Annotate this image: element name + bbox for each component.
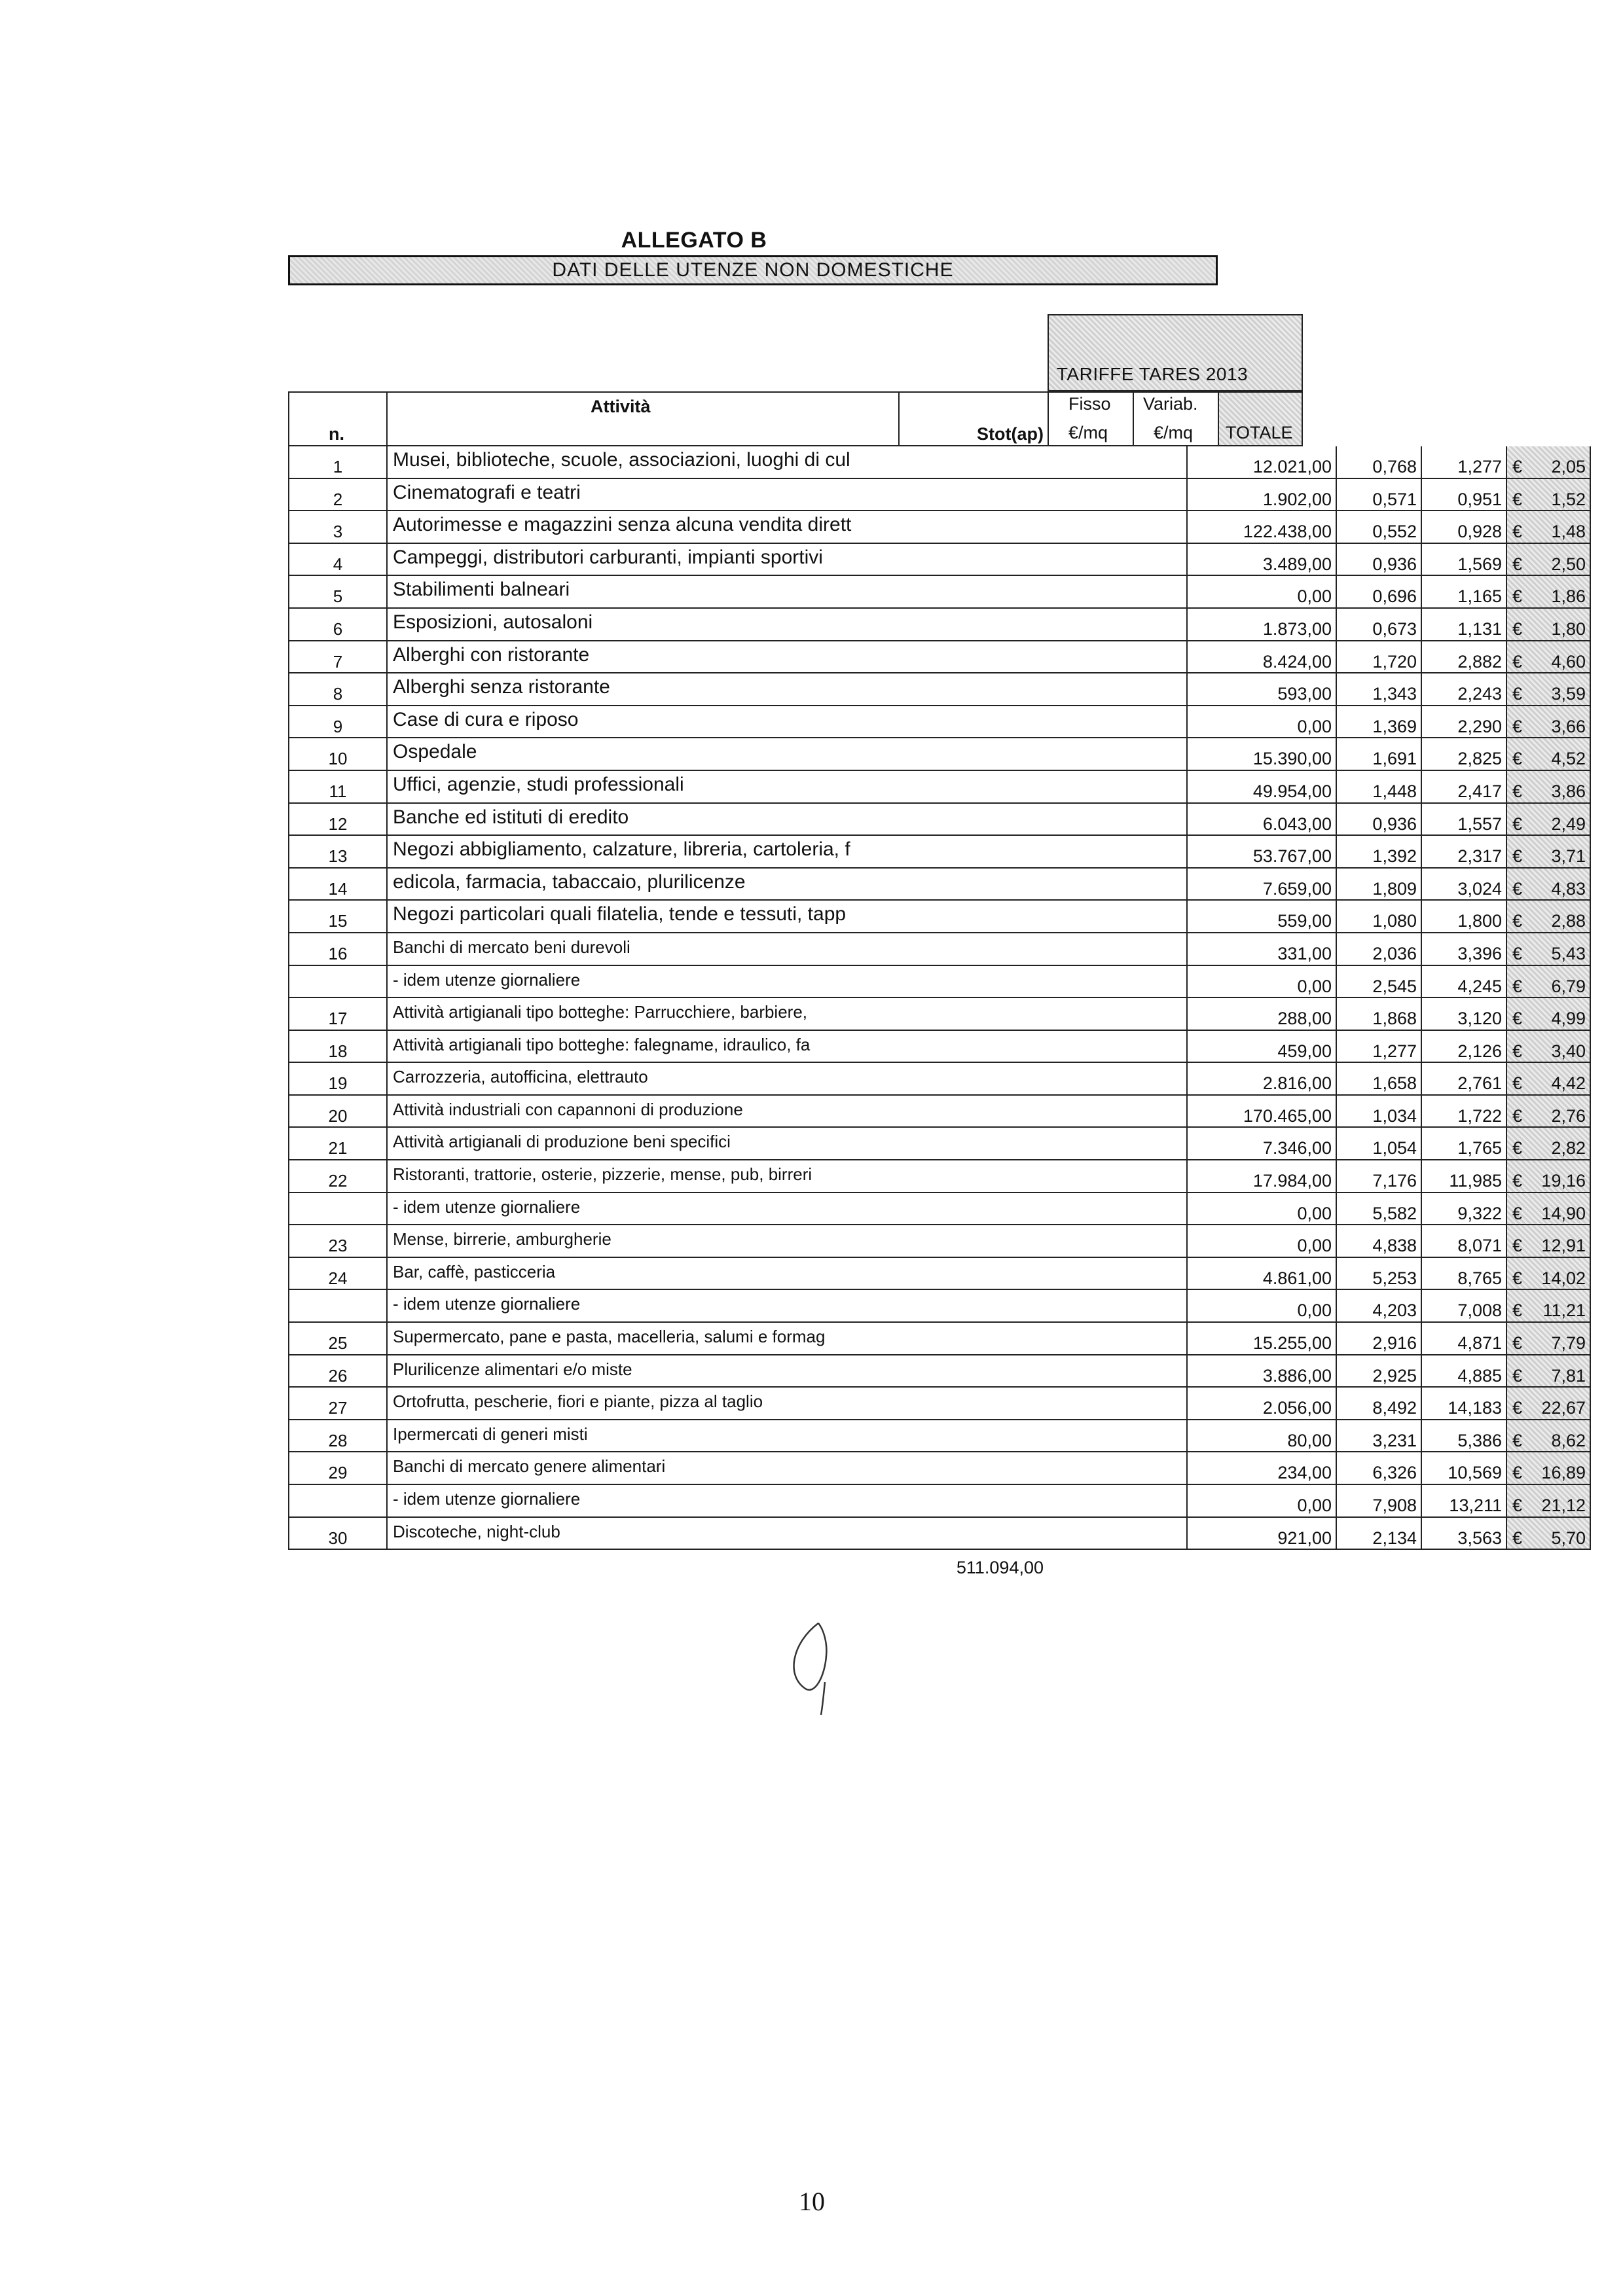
- row-number: 7: [288, 641, 386, 674]
- euro-symbol: €: [1512, 1105, 1523, 1126]
- header-stot: [898, 391, 1048, 446]
- row-totale: [1506, 966, 1591, 999]
- row-totale: [1506, 1518, 1591, 1551]
- row-stot: 0,00: [1186, 576, 1336, 609]
- row-stot: 122.438,00: [1186, 511, 1336, 544]
- euro-symbol: €: [1512, 976, 1523, 996]
- row-totale: [1506, 836, 1591, 869]
- row-fisso: 1,369: [1336, 706, 1421, 739]
- row-attivita: Alberghi senza ristorante: [386, 673, 1186, 706]
- row-totale: [1506, 1355, 1591, 1388]
- row-number: 5: [288, 576, 386, 609]
- row-totale-value: 4,83: [1551, 878, 1586, 899]
- row-attivita: edicola, farmacia, tabaccaio, plurilicenze: [386, 869, 1186, 901]
- row-number: 25: [288, 1323, 386, 1355]
- header-totale: [1218, 391, 1303, 446]
- row-number: 16: [288, 933, 386, 966]
- row-attivita: Banchi di mercato beni durevoli: [386, 933, 1186, 966]
- row-variab: 2,243: [1421, 673, 1506, 706]
- row-totale-value: 2,50: [1551, 554, 1586, 574]
- row-totale-value: 6,79: [1551, 976, 1586, 996]
- header-n-label: n.: [329, 424, 344, 444]
- row-variab: 1,277: [1421, 446, 1506, 479]
- row-fisso: 6,326: [1336, 1452, 1421, 1485]
- row-number: 3: [288, 511, 386, 544]
- row-variab: 1,765: [1421, 1128, 1506, 1160]
- row-number: 6: [288, 609, 386, 641]
- row-totale: [1506, 804, 1591, 836]
- row-stot: 0,00: [1186, 1485, 1336, 1518]
- row-totale: [1506, 1225, 1591, 1258]
- row-totale-value: 12,91: [1541, 1236, 1586, 1256]
- row-totale-value: 3,71: [1551, 846, 1586, 867]
- row-stot: 593,00: [1186, 673, 1336, 706]
- row-stot: 49.954,00: [1186, 771, 1336, 804]
- row-totale: [1506, 706, 1591, 739]
- row-totale-value: 19,16: [1541, 1171, 1586, 1191]
- euro-symbol: €: [1512, 1138, 1523, 1158]
- row-stot: 4.861,00: [1186, 1258, 1336, 1291]
- header-attivita-label: Attività: [591, 397, 651, 416]
- euro-symbol: €: [1512, 911, 1523, 931]
- header-fisso-unit: €/mq: [1068, 423, 1108, 442]
- euro-symbol: €: [1512, 716, 1523, 736]
- row-number: 8: [288, 673, 386, 706]
- row-attivita: Esposizioni, autosaloni: [386, 609, 1186, 641]
- row-fisso: 0,571: [1336, 479, 1421, 512]
- row-attivita: Attività artigianali di produzione beni specifici: [386, 1128, 1186, 1160]
- row-stot: 6.043,00: [1186, 804, 1336, 836]
- row-stot: 80,00: [1186, 1420, 1336, 1453]
- row-number: 24: [288, 1258, 386, 1291]
- row-fisso: 5,582: [1336, 1193, 1421, 1226]
- row-attivita: - idem utenze giornaliere: [386, 1290, 1186, 1323]
- euro-symbol: €: [1512, 586, 1523, 607]
- euro-symbol: €: [1512, 684, 1523, 704]
- euro-symbol: €: [1512, 1528, 1523, 1548]
- row-fisso: 2,916: [1336, 1323, 1421, 1355]
- euro-symbol: €: [1512, 943, 1523, 963]
- header-n: [288, 391, 386, 446]
- page-number: 10: [799, 2187, 825, 2216]
- row-totale: [1506, 1323, 1591, 1355]
- row-fisso: 1,392: [1336, 836, 1421, 869]
- row-variab: 1,800: [1421, 901, 1506, 933]
- row-totale: [1506, 576, 1591, 609]
- row-totale: [1506, 1290, 1591, 1323]
- euro-symbol: €: [1512, 846, 1523, 867]
- euro-symbol: €: [1512, 554, 1523, 574]
- euro-symbol: €: [1512, 1365, 1523, 1386]
- row-fisso: 2,925: [1336, 1355, 1421, 1388]
- euro-symbol: €: [1512, 522, 1523, 542]
- row-totale: [1506, 673, 1591, 706]
- row-totale: [1506, 1063, 1591, 1096]
- stot-total: 511.094,00: [956, 1558, 1044, 1577]
- row-stot: 1.873,00: [1186, 609, 1336, 641]
- row-variab: 4,885: [1421, 1355, 1506, 1388]
- row-totale-value: 1,48: [1551, 522, 1586, 542]
- euro-symbol: €: [1512, 489, 1523, 509]
- row-attivita: Bar, caffè, pasticceria: [386, 1258, 1186, 1291]
- row-stot: 3.886,00: [1186, 1355, 1336, 1388]
- row-variab: 9,322: [1421, 1193, 1506, 1226]
- row-totale: [1506, 1096, 1591, 1128]
- row-variab: 3,024: [1421, 869, 1506, 901]
- row-number: 13: [288, 836, 386, 869]
- row-fisso: 0,936: [1336, 804, 1421, 836]
- row-totale: [1506, 609, 1591, 641]
- row-totale: [1506, 511, 1591, 544]
- row-stot: 2.816,00: [1186, 1063, 1336, 1096]
- row-attivita: Autorimesse e magazzini senza alcuna vendita dirett: [386, 511, 1186, 544]
- row-totale: [1506, 1128, 1591, 1160]
- row-attivita: Ospedale: [386, 738, 1186, 771]
- row-attivita: Uffici, agenzie, studi professionali: [386, 771, 1186, 804]
- row-attivita: Stabilimenti balneari: [386, 576, 1186, 609]
- row-number: 19: [288, 1063, 386, 1096]
- euro-symbol: €: [1512, 1073, 1523, 1094]
- row-attivita: Ristoranti, trattorie, osterie, pizzerie, mense, pub, birreri: [386, 1160, 1186, 1193]
- row-stot: 559,00: [1186, 901, 1336, 933]
- row-totale: [1506, 933, 1591, 966]
- row-totale: [1506, 641, 1591, 674]
- row-fisso: 1,034: [1336, 1096, 1421, 1128]
- row-totale: [1506, 1193, 1591, 1226]
- row-number: 28: [288, 1420, 386, 1453]
- row-stot: 3.489,00: [1186, 544, 1336, 577]
- row-fisso: 2,036: [1336, 933, 1421, 966]
- row-totale: [1506, 1031, 1591, 1064]
- row-stot: 0,00: [1186, 706, 1336, 739]
- row-stot: 7.346,00: [1186, 1128, 1336, 1160]
- row-totale-value: 3,66: [1551, 716, 1586, 736]
- row-totale: [1506, 446, 1591, 479]
- row-fisso: 1,448: [1336, 771, 1421, 804]
- row-totale-value: 4,99: [1551, 1009, 1586, 1029]
- row-stot: 53.767,00: [1186, 836, 1336, 869]
- euro-symbol: €: [1512, 1333, 1523, 1354]
- row-totale-value: 3,86: [1551, 781, 1586, 801]
- row-number: [288, 1290, 386, 1323]
- row-totale: [1506, 1258, 1591, 1291]
- row-totale-value: 2,49: [1551, 814, 1586, 834]
- row-totale-value: 14,02: [1541, 1268, 1586, 1288]
- header-totale-label: TOTALE: [1226, 423, 1293, 442]
- row-stot: 7.659,00: [1186, 869, 1336, 901]
- row-stot: 0,00: [1186, 1193, 1336, 1226]
- row-totale-value: 4,42: [1551, 1073, 1586, 1094]
- row-stot: 234,00: [1186, 1452, 1336, 1485]
- row-stot: 8.424,00: [1186, 641, 1336, 674]
- row-variab: 13,211: [1421, 1485, 1506, 1518]
- header-variab: [1133, 391, 1218, 446]
- row-stot: 170.465,00: [1186, 1096, 1336, 1128]
- row-fisso: 1,809: [1336, 869, 1421, 901]
- row-fisso: 7,176: [1336, 1160, 1421, 1193]
- row-variab: 14,183: [1421, 1388, 1506, 1420]
- row-variab: 3,396: [1421, 933, 1506, 966]
- row-fisso: 1,691: [1336, 738, 1421, 771]
- row-totale: [1506, 1420, 1591, 1453]
- row-fisso: 0,673: [1336, 609, 1421, 641]
- row-totale: [1506, 771, 1591, 804]
- euro-symbol: €: [1512, 457, 1523, 476]
- euro-symbol: €: [1512, 1009, 1523, 1029]
- row-variab: 10,569: [1421, 1452, 1506, 1485]
- row-stot: 17.984,00: [1186, 1160, 1336, 1193]
- row-totale-value: 5,43: [1551, 943, 1586, 963]
- row-attivita: Attività industriali con capannoni di produzione: [386, 1096, 1186, 1128]
- row-stot: 0,00: [1186, 1290, 1336, 1323]
- header-attivita: [386, 391, 898, 446]
- row-stot: 921,00: [1186, 1518, 1336, 1551]
- row-totale-value: 7,81: [1551, 1365, 1586, 1386]
- row-totale-value: 2,76: [1551, 1105, 1586, 1126]
- row-fisso: 1,343: [1336, 673, 1421, 706]
- row-number: 12: [288, 804, 386, 836]
- row-number: 23: [288, 1225, 386, 1258]
- row-totale: [1506, 544, 1591, 577]
- row-number: 17: [288, 998, 386, 1031]
- row-totale: [1506, 869, 1591, 901]
- euro-symbol: €: [1512, 1496, 1523, 1515]
- row-number: 20: [288, 1096, 386, 1128]
- row-variab: 11,985: [1421, 1160, 1506, 1193]
- row-fisso: 1,054: [1336, 1128, 1421, 1160]
- row-variab: 1,722: [1421, 1096, 1506, 1128]
- row-totale: [1506, 1160, 1591, 1193]
- row-variab: 2,126: [1421, 1031, 1506, 1064]
- row-totale-value: 14,90: [1541, 1203, 1586, 1223]
- euro-symbol: €: [1512, 619, 1523, 639]
- row-fisso: 1,277: [1336, 1031, 1421, 1064]
- row-attivita: Attività artigianali tipo botteghe: Parrucchiere, barbiere,: [386, 998, 1186, 1031]
- row-variab: 5,386: [1421, 1420, 1506, 1453]
- section-subtitle-text: DATI DELLE UTENZE NON DOMESTICHE: [552, 259, 954, 281]
- row-variab: 3,563: [1421, 1518, 1506, 1551]
- euro-symbol: €: [1512, 1268, 1523, 1288]
- row-attivita: Carrozzeria, autofficina, elettrauto: [386, 1063, 1186, 1096]
- row-attivita: Cinematografi e teatri: [386, 479, 1186, 512]
- row-attivita: Ipermercati di generi misti: [386, 1420, 1186, 1453]
- row-totale-value: 3,59: [1551, 684, 1586, 704]
- row-stot: 459,00: [1186, 1031, 1336, 1064]
- row-totale-value: 1,80: [1551, 619, 1586, 639]
- row-stot: 0,00: [1186, 1225, 1336, 1258]
- row-attivita: Discoteche, night-club: [386, 1518, 1186, 1551]
- euro-symbol: €: [1512, 878, 1523, 899]
- row-stot: 331,00: [1186, 933, 1336, 966]
- row-fisso: 4,203: [1336, 1290, 1421, 1323]
- row-totale-value: 1,86: [1551, 586, 1586, 607]
- header-stot-label: Stot(ap): [977, 424, 1044, 444]
- row-fisso: 4,838: [1336, 1225, 1421, 1258]
- euro-symbol: €: [1512, 1398, 1523, 1418]
- row-totale-value: 4,60: [1551, 651, 1586, 672]
- row-variab: 2,290: [1421, 706, 1506, 739]
- row-fisso: 0,936: [1336, 544, 1421, 577]
- row-fisso: 2,545: [1336, 966, 1421, 999]
- row-number: 11: [288, 771, 386, 804]
- row-variab: 8,765: [1421, 1258, 1506, 1291]
- row-number: 26: [288, 1355, 386, 1388]
- row-attivita: Ortofrutta, pescherie, fiori e piante, pizza al taglio: [386, 1388, 1186, 1420]
- row-number: 30: [288, 1518, 386, 1551]
- row-number: 10: [288, 738, 386, 771]
- row-fisso: 2,134: [1336, 1518, 1421, 1551]
- row-totale-value: 16,89: [1541, 1463, 1586, 1483]
- euro-symbol: €: [1512, 1463, 1523, 1483]
- euro-symbol: €: [1512, 651, 1523, 672]
- row-number: 22: [288, 1160, 386, 1193]
- row-variab: 2,761: [1421, 1063, 1506, 1096]
- row-attivita: Musei, biblioteche, scuole, associazioni, luoghi di cul: [386, 446, 1186, 479]
- row-attivita: Mense, birrerie, amburgherie: [386, 1225, 1186, 1258]
- header-fisso: [1048, 391, 1133, 446]
- row-stot: 12.021,00: [1186, 446, 1336, 479]
- row-number: [288, 1193, 386, 1226]
- row-number: 14: [288, 869, 386, 901]
- row-variab: 4,245: [1421, 966, 1506, 999]
- euro-symbol: €: [1512, 1236, 1523, 1256]
- row-attivita: Attività artigianali tipo botteghe: falegname, idraulico, fa: [386, 1031, 1186, 1064]
- row-totale-value: 2,82: [1551, 1138, 1586, 1158]
- row-number: 15: [288, 901, 386, 933]
- row-fisso: 0,552: [1336, 511, 1421, 544]
- row-attivita: Alberghi con ristorante: [386, 641, 1186, 674]
- row-totale-value: 5,70: [1551, 1528, 1586, 1548]
- row-variab: 4,871: [1421, 1323, 1506, 1355]
- tariff-header-title: TARIFFE TARES 2013: [1056, 364, 1249, 384]
- row-number: 18: [288, 1031, 386, 1064]
- row-number: 27: [288, 1388, 386, 1420]
- row-fisso: 1,868: [1336, 998, 1421, 1031]
- row-variab: 1,131: [1421, 609, 1506, 641]
- row-variab: 1,569: [1421, 544, 1506, 577]
- handwritten-signature: [779, 1617, 858, 1721]
- row-variab: 2,417: [1421, 771, 1506, 804]
- row-variab: 2,317: [1421, 836, 1506, 869]
- section-subtitle: [288, 255, 1218, 285]
- row-totale-value: 22,67: [1541, 1398, 1586, 1418]
- row-fisso: 7,908: [1336, 1485, 1421, 1518]
- euro-symbol: €: [1512, 781, 1523, 801]
- row-variab: 2,882: [1421, 641, 1506, 674]
- row-variab: 1,557: [1421, 804, 1506, 836]
- row-fisso: 0,768: [1336, 446, 1421, 479]
- row-fisso: 8,492: [1336, 1388, 1421, 1420]
- row-totale-value: 4,52: [1551, 749, 1586, 769]
- row-totale: [1506, 738, 1591, 771]
- row-fisso: 5,253: [1336, 1258, 1421, 1291]
- row-stot: 15.255,00: [1186, 1323, 1336, 1355]
- row-attivita: Plurilicenze alimentari e/o miste: [386, 1355, 1186, 1388]
- row-number: 2: [288, 479, 386, 512]
- row-variab: 3,120: [1421, 998, 1506, 1031]
- row-attivita: - idem utenze giornaliere: [386, 1485, 1186, 1518]
- row-totale-value: 8,62: [1551, 1430, 1586, 1450]
- row-variab: 7,008: [1421, 1290, 1506, 1323]
- row-fisso: 3,231: [1336, 1420, 1421, 1453]
- row-totale-value: 11,21: [1542, 1300, 1586, 1321]
- row-variab: 0,928: [1421, 511, 1506, 544]
- row-number: [288, 966, 386, 999]
- header-fisso-label: Fisso: [1068, 394, 1111, 414]
- page-title: ALLEGATO B: [621, 228, 767, 253]
- row-number: [288, 1485, 386, 1518]
- row-totale: [1506, 479, 1591, 512]
- row-totale: [1506, 1485, 1591, 1518]
- row-attivita: Supermercato, pane e pasta, macelleria, salumi e formag: [386, 1323, 1186, 1355]
- row-totale: [1506, 998, 1591, 1031]
- row-attivita: Campeggi, distributori carburanti, impianti sportivi: [386, 544, 1186, 577]
- row-totale: [1506, 1388, 1591, 1420]
- row-stot: 0,00: [1186, 966, 1336, 999]
- row-number: 4: [288, 544, 386, 577]
- row-fisso: 1,080: [1336, 901, 1421, 933]
- euro-symbol: €: [1512, 749, 1523, 769]
- row-stot: 15.390,00: [1186, 738, 1336, 771]
- header-variab-unit: €/mq: [1154, 423, 1194, 442]
- row-attivita: Banche ed istituti di eredito: [386, 804, 1186, 836]
- row-totale-value: 2,88: [1551, 911, 1586, 931]
- row-fisso: 1,720: [1336, 641, 1421, 674]
- row-fisso: 0,696: [1336, 576, 1421, 609]
- row-number: 9: [288, 706, 386, 739]
- row-variab: 2,825: [1421, 738, 1506, 771]
- row-totale-value: 2,05: [1551, 457, 1586, 476]
- euro-symbol: €: [1512, 814, 1523, 834]
- header-variab-label: Variab.: [1143, 394, 1198, 414]
- row-stot: 2.056,00: [1186, 1388, 1336, 1420]
- row-variab: 1,165: [1421, 576, 1506, 609]
- row-stot: 1.902,00: [1186, 479, 1336, 512]
- row-fisso: 1,658: [1336, 1063, 1421, 1096]
- row-number: 21: [288, 1128, 386, 1160]
- row-totale: [1506, 1452, 1591, 1485]
- row-totale-value: 21,12: [1541, 1496, 1586, 1515]
- euro-symbol: €: [1512, 1430, 1523, 1450]
- row-totale-value: 3,40: [1551, 1041, 1586, 1061]
- row-attivita: Negozi particolari quali filatelia, tende e tessuti, tapp: [386, 901, 1186, 933]
- row-totale-value: 7,79: [1551, 1333, 1586, 1354]
- euro-symbol: €: [1512, 1203, 1523, 1223]
- euro-symbol: €: [1512, 1171, 1523, 1191]
- row-number: 29: [288, 1452, 386, 1485]
- row-variab: 0,951: [1421, 479, 1506, 512]
- row-attivita: - idem utenze giornaliere: [386, 1193, 1186, 1226]
- row-attivita: Banchi di mercato genere alimentari: [386, 1452, 1186, 1485]
- row-totale: [1506, 901, 1591, 933]
- euro-symbol: €: [1512, 1300, 1523, 1321]
- row-variab: 8,071: [1421, 1225, 1506, 1258]
- row-totale-value: 1,52: [1551, 489, 1586, 509]
- row-number: 1: [288, 446, 386, 479]
- row-attivita: Negozi abbigliamento, calzature, libreria, cartoleria, f: [386, 836, 1186, 869]
- row-attivita: - idem utenze giornaliere: [386, 966, 1186, 999]
- euro-symbol: €: [1512, 1041, 1523, 1061]
- row-stot: 288,00: [1186, 998, 1336, 1031]
- row-attivita: Case di cura e riposo: [386, 706, 1186, 739]
